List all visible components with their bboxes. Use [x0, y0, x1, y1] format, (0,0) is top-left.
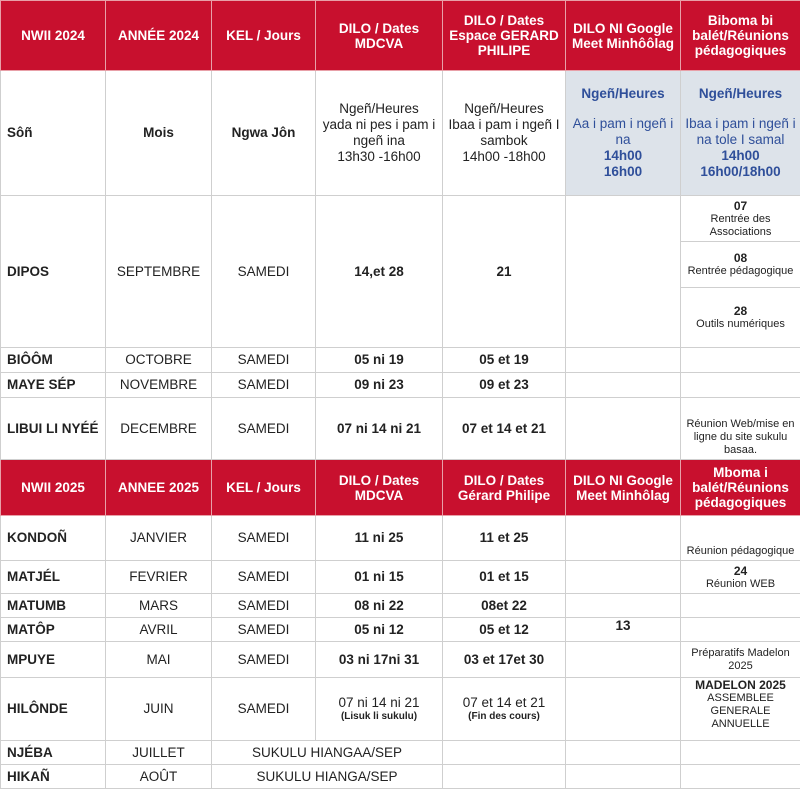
row-mois: SEPTEMBRE	[106, 196, 212, 348]
reunion-text: Rentrée des Associations	[683, 213, 798, 239]
row-google	[566, 516, 681, 561]
subheader-biboma	[681, 71, 800, 196]
reunion-text: Réunion WEB	[683, 578, 798, 591]
espace-dates: 07 et 14 et 21	[445, 695, 563, 711]
row-google	[566, 196, 681, 348]
table-row	[1, 373, 800, 398]
row-google	[566, 561, 681, 594]
row-mois: JANVIER	[106, 516, 212, 561]
row-mois: OCTOBRE	[106, 348, 212, 373]
row-reunion	[681, 678, 800, 741]
row-google	[566, 373, 681, 398]
row-reunion	[681, 288, 800, 348]
header-nwii-2025: NWII 2025	[1, 460, 106, 516]
google-hours-title: Ngeñ/Heures	[568, 86, 678, 102]
row-son: HILÔNDE	[1, 678, 106, 741]
biboma-hours-desc: Ibaa i pam i ngeñ i na tole I samal	[683, 116, 798, 148]
row-mois: AOÛT	[106, 765, 212, 789]
row-mois: NOVEMBRE	[106, 373, 212, 398]
table-row	[1, 398, 800, 460]
table-row	[1, 642, 800, 678]
row-espace: 11 et 25	[443, 516, 566, 561]
row-espace: 07 et 14 et 21	[443, 398, 566, 460]
row-mdcva: 05 ni 12	[316, 618, 443, 642]
header-dilo-mdcva-2025: DILO / Dates MDCVA	[316, 460, 443, 516]
espace-hours-time: 14h00 -18h00	[445, 149, 563, 165]
row-mois: FEVRIER	[106, 561, 212, 594]
row-espace	[443, 678, 566, 741]
table-row	[1, 765, 800, 789]
row-mdcva: 03 ni 17ni 31	[316, 642, 443, 678]
row-jour: SAMEDI	[212, 678, 316, 741]
header-dilo-espace: DILO / Dates Espace GERARD PHILIPE	[443, 1, 566, 71]
row-mdcva: 08 ni 22	[316, 594, 443, 618]
reunion-text: Préparatifs Madelon 2025	[683, 647, 798, 673]
row-mdcva: 01 ni 15	[316, 561, 443, 594]
row-espace: 09 et 23	[443, 373, 566, 398]
row-son: KONDOÑ	[1, 516, 106, 561]
table-row	[1, 678, 800, 741]
reunion-date: 08	[683, 251, 798, 265]
reunion-date: 24	[683, 564, 798, 578]
mdcva-hours-desc: yada ni pes i pam i ngeñ ina	[318, 117, 440, 149]
table-row	[1, 741, 800, 765]
reunion-text: Réunion pédagogique	[683, 545, 798, 558]
header-row-2024	[1, 1, 800, 71]
row-google: 13	[566, 618, 681, 642]
subheader-ngwa: Ngwa Jôn	[212, 71, 316, 196]
reunion-text: Rentrée pédagogique	[683, 265, 798, 278]
row-google	[566, 642, 681, 678]
row-son: NJÉBA	[1, 741, 106, 765]
row-reunion	[681, 196, 800, 242]
row-son: HIKAÑ	[1, 765, 106, 789]
row-espace	[443, 741, 566, 765]
row-reunion	[681, 398, 800, 460]
row-jour: SAMEDI	[212, 594, 316, 618]
row-espace: 05 et 12	[443, 618, 566, 642]
row-son: MATÔP	[1, 618, 106, 642]
row-span-note: SUKULU HIANGAA/SEP	[212, 741, 443, 765]
reunion-title: MADELON 2025	[683, 678, 798, 692]
row-espace: 01 et 15	[443, 561, 566, 594]
row-jour: SAMEDI	[212, 196, 316, 348]
row-reunion	[681, 516, 800, 561]
table-row	[1, 594, 800, 618]
reunion-date: 28	[683, 304, 798, 318]
header-dilo-mdcva: DILO / Dates MDCVA	[316, 1, 443, 71]
row-reunion	[681, 348, 800, 373]
row-mois: MARS	[106, 594, 212, 618]
row-mois: DECEMBRE	[106, 398, 212, 460]
espace-hours-title: Ngeñ/Heures	[445, 101, 563, 117]
row-son: LIBUI LI NYÉÉ	[1, 398, 106, 460]
table-row	[1, 516, 800, 561]
header-biboma: Biboma bi balét/Réunions pédagogiques	[681, 1, 800, 71]
row-mdcva: 14,et 28	[316, 196, 443, 348]
row-reunion	[681, 765, 800, 789]
row-jour: SAMEDI	[212, 516, 316, 561]
row-jour: SAMEDI	[212, 348, 316, 373]
row-espace	[443, 765, 566, 789]
row-google	[566, 678, 681, 741]
row-son: DIPOS	[1, 196, 106, 348]
row-reunion	[681, 618, 800, 642]
row-jour: SAMEDI	[212, 373, 316, 398]
row-son: MAYE SÉP	[1, 373, 106, 398]
row-espace: 21	[443, 196, 566, 348]
row-mdcva: 09 ni 23	[316, 373, 443, 398]
google-hours-t2: 16h00	[568, 164, 678, 180]
header-row-2025	[1, 460, 800, 516]
row-son: MPUYE	[1, 642, 106, 678]
row-mois: JUILLET	[106, 741, 212, 765]
row-mois: MAI	[106, 642, 212, 678]
row-mdcva: 11 ni 25	[316, 516, 443, 561]
header-dilo-gerard-2025: DILO / Dates Gérard Philipe	[443, 460, 566, 516]
header-kel: KEL / Jours	[212, 1, 316, 71]
row-espace: 03 et 17et 30	[443, 642, 566, 678]
row-mois: AVRIL	[106, 618, 212, 642]
subheader-son: Sôñ	[1, 71, 106, 196]
table-row	[1, 618, 800, 642]
subheader-mois: Mois	[106, 71, 212, 196]
row-google	[566, 741, 681, 765]
header-nwii-2024: NWII 2024	[1, 1, 106, 71]
header-dilo-google: DILO NI Google Meet Minhôôlag	[566, 1, 681, 71]
row-google	[566, 348, 681, 373]
row-reunion	[681, 373, 800, 398]
table-row	[1, 348, 800, 373]
mdcva-hours-time: 13h30 -16h00	[318, 149, 440, 165]
row-reunion	[681, 561, 800, 594]
biboma-hours-title: Ngeñ/Heures	[683, 86, 798, 102]
table-row	[1, 196, 800, 242]
biboma-hours-t1: 14h00	[683, 148, 798, 164]
row-google	[566, 398, 681, 460]
row-jour: SAMEDI	[212, 561, 316, 594]
mdcva-note: (Lisuk li sukulu)	[318, 711, 440, 723]
reunion-date: 07	[683, 199, 798, 213]
row-son: BIÔÔM	[1, 348, 106, 373]
row-espace: 08et 22	[443, 594, 566, 618]
row-mdcva: 07 ni 14 ni 21	[316, 398, 443, 460]
row-google	[566, 594, 681, 618]
reunion-text: ASSEMBLEE GENERALE ANNUELLE	[683, 692, 798, 731]
header-annee-2024: ANNÉE 2024	[106, 1, 212, 71]
header-kel-2025: KEL / Jours	[212, 460, 316, 516]
row-reunion	[681, 642, 800, 678]
subheader-espace	[443, 71, 566, 196]
header-mboma-2025: Mboma i balét/Réunions pédagogiques	[681, 460, 800, 516]
row-span-note: SUKULU HIANGA/SEP	[212, 765, 443, 789]
row-mdcva	[316, 678, 443, 741]
row-jour: SAMEDI	[212, 618, 316, 642]
row-son: MATUMB	[1, 594, 106, 618]
table-row	[1, 561, 800, 594]
subheader-google	[566, 71, 681, 196]
row-jour: SAMEDI	[212, 642, 316, 678]
google-hours-t1: 14h00	[568, 148, 678, 164]
reunion-text: Outils numériques	[683, 318, 798, 331]
subheader-row	[1, 71, 800, 196]
row-mois: JUIN	[106, 678, 212, 741]
row-mdcva: 05 ni 19	[316, 348, 443, 373]
row-reunion	[681, 242, 800, 288]
reunion-text: Réunion Web/mise en ligne du site sukulu basaa.	[683, 418, 798, 457]
row-jour: SAMEDI	[212, 398, 316, 460]
header-annee-2025: ANNEE 2025	[106, 460, 212, 516]
mdcva-hours-title: Ngeñ/Heures	[318, 101, 440, 117]
row-reunion	[681, 594, 800, 618]
espace-note: (Fin des cours)	[445, 711, 563, 723]
subheader-mdcva	[316, 71, 443, 196]
header-dilo-google-2025: DILO NI Google Meet Minhôlag	[566, 460, 681, 516]
row-son: MATJÉL	[1, 561, 106, 594]
row-reunion	[681, 741, 800, 765]
biboma-hours-t2: 16h00/18h00	[683, 164, 798, 180]
row-espace: 05 et 19	[443, 348, 566, 373]
google-hours-desc: Aa i pam i ngeñ i na	[568, 116, 678, 148]
row-google	[566, 765, 681, 789]
espace-hours-desc: Ibaa i pam i ngeñ I sambok	[445, 117, 563, 149]
mdcva-dates: 07 ni 14 ni 21	[318, 695, 440, 711]
